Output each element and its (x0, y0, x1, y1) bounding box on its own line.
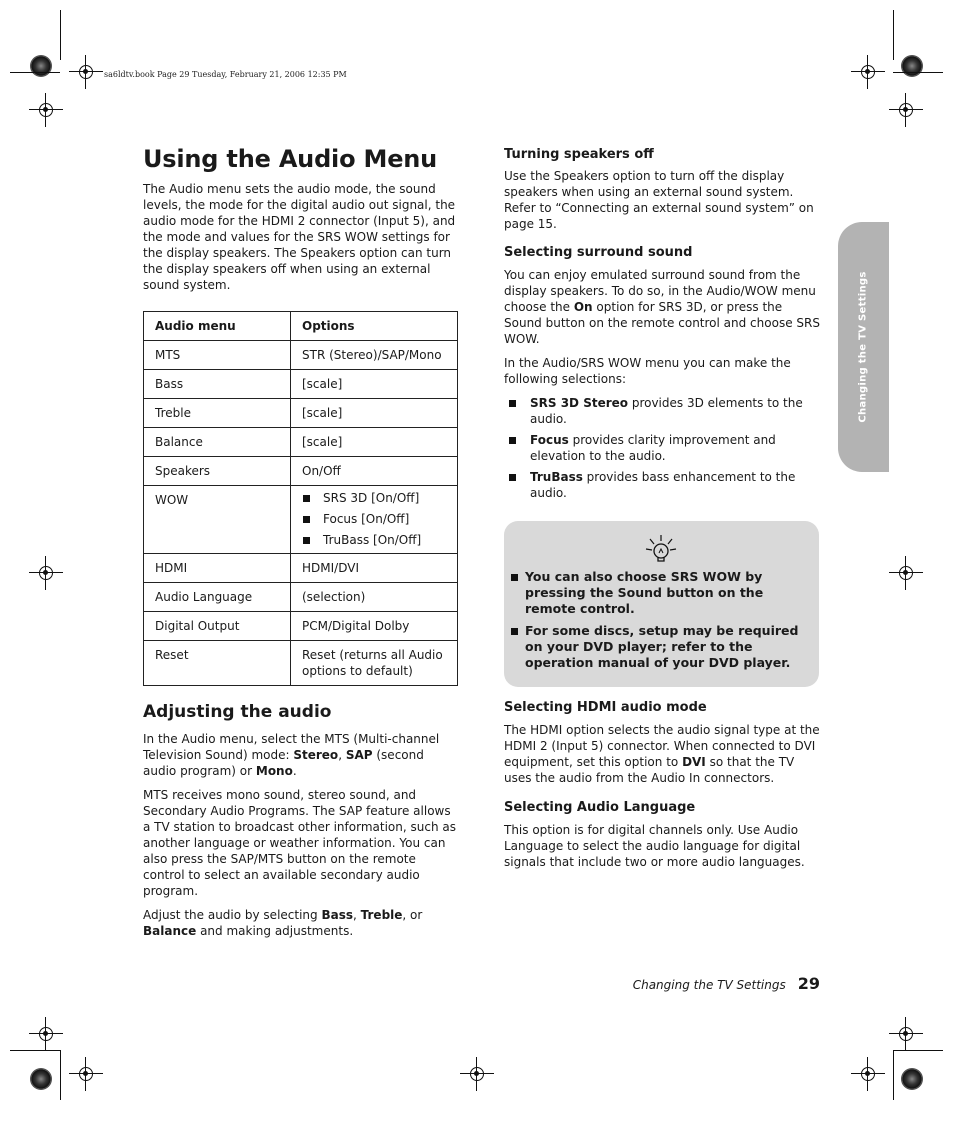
text-run: Adjust the audio by selecting (143, 908, 322, 922)
text-run: , (338, 748, 346, 762)
table-row (144, 641, 458, 686)
section-heading: Selecting HDMI audio mode (504, 700, 707, 715)
intro-paragraph: The Audio menu sets the audio mode, the sound levels, the mode for the digital audio out signal, the audio mode for the HDMI 2 connector (Input 5), and the mode and values for the SRS WOW settings for the display speakers. The Speakers option can turn the display speakers off when using an external sound system. (143, 182, 456, 293)
registration-disc-bottom-right (901, 1068, 923, 1090)
bold-term: SRS 3D Stereo (530, 396, 629, 410)
table-row (144, 486, 458, 554)
table-cell-option: Reset (returns all Audio options to default) (291, 641, 458, 686)
crop-mark (893, 1050, 894, 1100)
text-run: . (292, 764, 297, 778)
tip-list (511, 569, 814, 677)
paragraph (143, 731, 459, 779)
table-cell-option: [scale] (291, 399, 458, 428)
paragraph: Use the Speakers option to turn off the display speakers when using an external sound system. Refer to “Connecting an external sound system” on page 15. (504, 169, 814, 231)
text-run: provides 3D elements to the audio. (530, 396, 803, 426)
text-run: , (353, 908, 361, 922)
crosshair-mark (29, 556, 63, 590)
text-run: In the Audio menu, select the MTS (Multi-channel Television Sound) mode: (143, 732, 440, 762)
right-column (504, 140, 820, 506)
crosshair-mark (889, 556, 923, 590)
table-cell-option: (selection) (291, 583, 458, 612)
section-heading: Adjusting the audio (143, 702, 332, 722)
table-cell-option (291, 486, 458, 554)
paragraph (504, 267, 820, 347)
text-run: so that the TV uses the audio from the Audio In connectors. (504, 755, 795, 785)
bold-term: Bass (321, 908, 353, 922)
bold-term: Stereo (293, 748, 339, 762)
text-run: provides clarity improvement and elevation to the audio. (530, 433, 776, 463)
table-cell-menu: Reset (144, 641, 291, 686)
crop-mark (60, 1050, 61, 1100)
table-cell-menu: Speakers (144, 457, 291, 486)
list-item: For some discs, setup may be required on your DVD player; refer to the operation manual of your DVD player. (511, 623, 814, 671)
crosshair-mark (460, 1057, 494, 1091)
side-tab-label: Changing the TV Settings (857, 271, 869, 423)
page-number: 29 (797, 974, 820, 993)
page-footer (560, 974, 820, 993)
bold-term: Focus (530, 433, 569, 447)
list-item (504, 469, 820, 501)
print-header-line: sa6ldtv.book Page 29 Tuesday, February 21, 2006 12:35 PM (104, 70, 347, 79)
table-header-cell: Audio menu (144, 312, 291, 341)
list-item: You can also choose SRS WOW by pressing the Sound button on the remote control. (511, 569, 814, 617)
paragraph: In the Audio/SRS WOW menu you can make the following selections: (504, 356, 791, 386)
lightbulb-icon (644, 533, 678, 567)
table-row (144, 612, 458, 641)
audio-menu-table (143, 311, 458, 686)
section-heading: Selecting surround sound (504, 245, 693, 260)
bold-term: SAP (345, 748, 373, 762)
table-header-cell: Options (291, 312, 458, 341)
section-heading: Selecting Audio Language (504, 800, 696, 815)
bold-term: Balance (143, 924, 197, 938)
table-row (144, 554, 458, 583)
table-cell-option: [scale] (291, 428, 458, 457)
registration-disc-top-left (30, 55, 52, 77)
table-cell-menu: Digital Output (144, 612, 291, 641)
text-run: The HDMI option selects the audio signal type at the HDMI 2 (Input 5) connector. When connected to DVI equipment, set this option to (504, 723, 820, 769)
table-row (144, 583, 458, 612)
table-cell-option: HDMI/DVI (291, 554, 458, 583)
table-cell-option: PCM/Digital Dolby (291, 612, 458, 641)
text-run: You can enjoy emulated surround sound from the display speakers. To do so, in the Audio/WOW menu choose the (504, 268, 816, 314)
text-run: option for SRS 3D, or press the Sound button on the remote control and choose SRS WOW. (504, 300, 820, 346)
crosshair-mark (851, 55, 885, 89)
text-run: provides bass enhancement to the audio. (530, 470, 796, 500)
table-cell-menu: Bass (144, 370, 291, 399)
tip-box (504, 521, 819, 687)
crop-mark (10, 72, 60, 73)
list-item: SRS 3D [On/Off] (302, 488, 446, 509)
crop-mark (60, 10, 61, 60)
bold-term: DVI (682, 755, 706, 769)
paragraph: MTS receives mono sound, stereo sound, and Secondary Audio Programs. The SAP feature allows a TV station to broadcast other information, such as another language or weather information. You can also press the SAP/MTS button on the remote control to select an available secondary audio program. (143, 788, 456, 898)
list-item: TruBass [On/Off] (302, 530, 446, 551)
hdmi-section (504, 700, 820, 870)
srs-options-list (504, 395, 820, 501)
wow-options-list (302, 488, 446, 551)
table-cell-option: On/Off (291, 457, 458, 486)
table-row (144, 428, 458, 457)
table-cell-menu: Treble (144, 399, 291, 428)
table-cell-menu: Balance (144, 428, 291, 457)
section-side-tab (838, 222, 889, 472)
bold-term: TruBass (530, 470, 583, 484)
registration-disc-top-right (901, 55, 923, 77)
table-cell-option: STR (Stereo)/SAP/Mono (291, 341, 458, 370)
table-row (144, 341, 458, 370)
table-cell-menu: Audio Language (144, 583, 291, 612)
section-heading: Turning speakers off (504, 147, 654, 162)
table-row (144, 399, 458, 428)
page-title: Using the Audio Menu (143, 145, 438, 173)
text-run: , or (402, 908, 423, 922)
registration-disc-bottom-left (30, 1068, 52, 1090)
crop-mark (10, 1050, 60, 1051)
list-item (504, 432, 820, 464)
crosshair-mark (69, 1057, 103, 1091)
crosshair-mark (889, 93, 923, 127)
table-header-row (144, 312, 458, 341)
adjusting-section (143, 702, 459, 939)
paragraph: This option is for digital channels only. Use Audio Language to select the audio language for digital signals that include two or more audio languages. (504, 823, 805, 869)
crosshair-mark (889, 1017, 923, 1051)
paragraph (504, 722, 820, 786)
list-item (504, 395, 820, 427)
table-cell-menu: MTS (144, 341, 291, 370)
crop-mark (893, 72, 943, 73)
bold-term: On (573, 300, 593, 314)
table-cell-option: [scale] (291, 370, 458, 399)
footer-section-label: Changing the TV Settings (632, 978, 786, 992)
table-row (144, 370, 458, 399)
text-run: and making adjustments. (196, 924, 354, 938)
table-cell-menu: WOW (144, 486, 291, 554)
crosshair-mark (851, 1057, 885, 1091)
crop-mark (893, 1050, 943, 1051)
table-cell-menu: HDMI (144, 554, 291, 583)
crosshair-mark (29, 1017, 63, 1051)
left-column (143, 140, 459, 293)
bold-term: Mono (255, 764, 293, 778)
list-item: Focus [On/Off] (302, 509, 446, 530)
crop-mark (893, 10, 894, 60)
text-run: (second audio program) or (143, 748, 424, 778)
bold-term: Treble (360, 908, 403, 922)
crosshair-mark (29, 93, 63, 127)
table-row (144, 457, 458, 486)
paragraph (143, 907, 459, 939)
crosshair-mark (69, 55, 103, 89)
